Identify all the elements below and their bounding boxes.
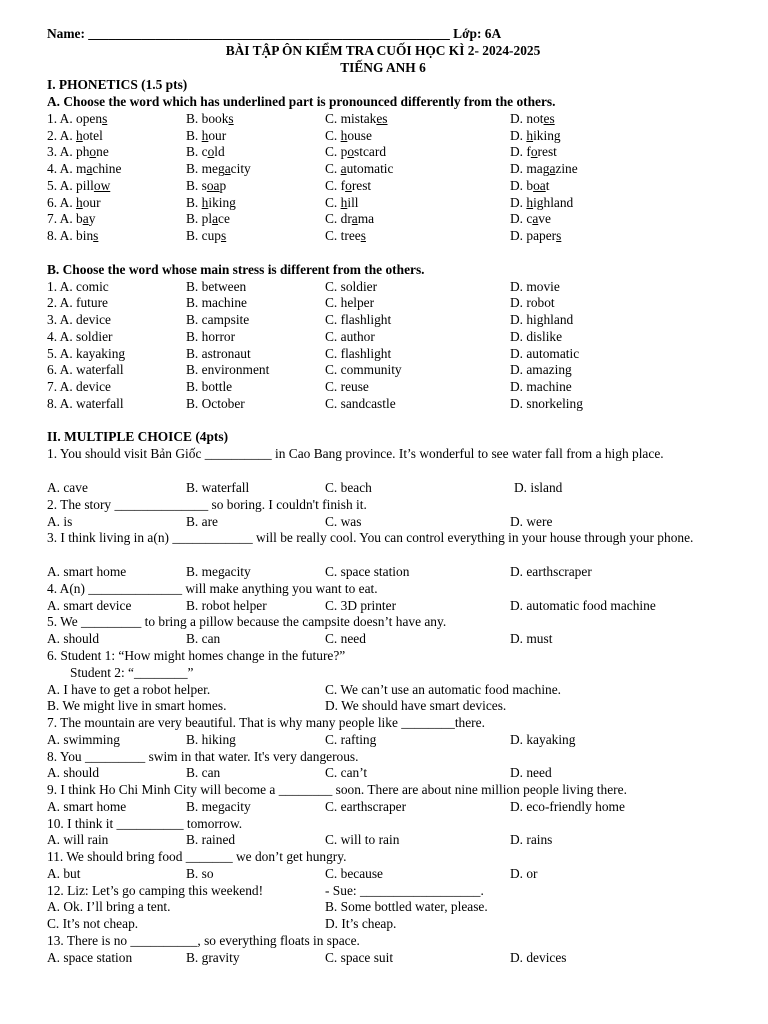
- option-text: B. October: [186, 396, 245, 411]
- part-b-option: [325, 295, 374, 312]
- part-b-option: [325, 346, 391, 363]
- option-suffix: stcard: [354, 144, 387, 159]
- underlined-sound: oa: [533, 178, 546, 193]
- part-a-option: [47, 195, 101, 212]
- option-text: D. dislike: [510, 329, 563, 344]
- option-prefix: paper: [526, 228, 557, 243]
- option-suffix: y: [88, 211, 96, 226]
- option-text: A. waterfall: [59, 362, 124, 377]
- underlined-sound: s: [228, 111, 234, 126]
- question-number: 7.: [47, 211, 60, 226]
- name-line: [47, 26, 501, 43]
- option-letter: C.: [325, 178, 341, 193]
- q1-option: B. waterfall: [186, 480, 250, 495]
- option-prefix: f: [526, 144, 531, 159]
- underlined-sound: a: [86, 161, 93, 176]
- part-b-option: [325, 279, 377, 296]
- part-b-option: [186, 312, 249, 329]
- option-letter: A.: [59, 178, 77, 193]
- underlined-sound: o: [345, 178, 352, 193]
- underlined-sound: a: [351, 211, 358, 226]
- part-b-option: [47, 396, 124, 413]
- option-text: A. comic: [59, 279, 109, 294]
- option-text: D. automatic: [510, 346, 580, 361]
- option-letter: C.: [325, 161, 341, 176]
- part-a-option: [186, 195, 236, 212]
- part-b-option: [510, 362, 572, 379]
- option-prefix: not: [526, 111, 544, 126]
- option-text: D. machine: [510, 379, 572, 394]
- class-label: Lớp: 6A: [449, 26, 502, 41]
- option-text: D. robot: [510, 295, 555, 310]
- q2-text: 2. The story ______________ so boring. I couldn't finish it.: [47, 497, 367, 512]
- part-a-option: [47, 178, 110, 195]
- option-suffix: ve: [538, 211, 551, 226]
- underlined-sound: h: [201, 128, 209, 143]
- q7-option: C. rafting: [325, 732, 377, 747]
- option-suffix: ma: [357, 211, 375, 226]
- q5-option: C. need: [325, 631, 366, 646]
- q3-text: 3. I think living in a(n) ____________ will be really cool. You can control everything in your house through your phone.: [47, 530, 694, 545]
- part-b-option: [186, 279, 246, 296]
- phonetics-part-b-heading: B. Choose the word whose main stress is different from the others.: [47, 262, 425, 277]
- option-text: A. future: [59, 295, 108, 310]
- option-letter: D.: [510, 178, 527, 193]
- q8-option: C. can’t: [325, 765, 368, 780]
- question-number: 4.: [47, 329, 60, 344]
- part-a-option: [325, 144, 386, 161]
- option-suffix: rest: [351, 178, 372, 193]
- underlined-sound: s: [220, 228, 227, 243]
- phonetics-part-a-heading: A. Choose the word which has underlined part is pronounced differently from the others.: [47, 94, 556, 109]
- option-letter: C.: [325, 195, 341, 210]
- option-suffix: utomatic: [346, 161, 394, 176]
- option-suffix: ld: [214, 144, 225, 159]
- q7-text: 7. The mountain are very beautiful. That is why many people like ________there.: [47, 715, 485, 730]
- question-number: 4.: [47, 161, 60, 176]
- part-b-option: [510, 295, 555, 312]
- part-b-option: [510, 329, 562, 346]
- part-b-option: [186, 379, 232, 396]
- q5-option: D. must: [510, 631, 553, 646]
- mc-heading: II. MULTIPLE CHOICE (4pts): [47, 429, 229, 444]
- q13-option: B. gravity: [186, 950, 240, 965]
- q8-option: B. can: [186, 765, 221, 780]
- q13-option: A. space station: [47, 950, 133, 965]
- q10-option: C. will to rain: [325, 832, 400, 847]
- q11-option: A. but: [47, 866, 81, 881]
- name-blank: ______________________________________________________: [88, 26, 450, 41]
- option-prefix: bin: [76, 228, 94, 243]
- part-b-option: [186, 295, 247, 312]
- underlined-sound: a: [549, 161, 556, 176]
- question-number: 5.: [47, 178, 60, 193]
- q13-option: D. devices: [510, 950, 567, 965]
- option-text: C. helper: [325, 295, 375, 310]
- option-suffix: ighland: [533, 195, 574, 210]
- option-suffix: our: [82, 195, 101, 210]
- option-letter: A.: [59, 128, 77, 143]
- q2-option: B. are: [186, 514, 218, 529]
- part-a-option: [47, 111, 107, 128]
- option-letter: B.: [186, 228, 202, 243]
- option-letter: C.: [325, 111, 341, 126]
- option-suffix: iking: [208, 195, 236, 210]
- option-prefix: b: [526, 178, 534, 193]
- part-a-option: [47, 228, 98, 245]
- option-suffix: city: [230, 161, 251, 176]
- part-a-option: [325, 161, 393, 178]
- option-prefix: b: [76, 211, 83, 226]
- option-suffix: ne: [96, 144, 109, 159]
- underlined-sound: o: [530, 144, 538, 159]
- q1-text: 1. You should visit Bản Giốc __________ in Cao Bang province. It’s wonderful to see water fall from a high place.: [47, 446, 664, 461]
- option-text: B. machine: [186, 295, 247, 310]
- q4-option: C. 3D printer: [325, 598, 397, 613]
- question-number: 3.: [47, 144, 60, 159]
- page-subtitle: TIẾNG ANH 6: [340, 60, 426, 75]
- part-a-option: [186, 178, 226, 195]
- underlined-sound: h: [340, 195, 348, 210]
- q2-option: D. were: [510, 514, 553, 529]
- option-letter: D.: [510, 195, 527, 210]
- q6-text: 6. Student 1: “How might homes change in the future?”: [47, 648, 346, 663]
- option-letter: D.: [510, 111, 527, 126]
- underlined-sound: s: [93, 228, 99, 243]
- part-b-option: [325, 396, 396, 413]
- option-prefix: meg: [201, 161, 225, 176]
- q9-option: A. smart home: [47, 799, 127, 814]
- q4-text: 4. A(n) ______________ will make anything you want to eat.: [47, 581, 378, 596]
- option-suffix: ouse: [347, 128, 372, 143]
- option-suffix: rest: [537, 144, 557, 159]
- part-b-option: [47, 295, 108, 312]
- part-b-option: [325, 379, 369, 396]
- part-a-option: [325, 195, 359, 212]
- q8-text: 8. You _________ swim in that water. It's very dangerous.: [47, 749, 359, 764]
- underlined-sound: oa: [206, 178, 220, 193]
- q3-option: C. space station: [325, 564, 410, 579]
- option-text: B. environment: [186, 362, 270, 377]
- q13-option: C. space suit: [325, 950, 394, 965]
- q1-option: C. beach: [325, 480, 372, 495]
- underlined-sound: h: [526, 128, 534, 143]
- question-number: 1.: [47, 279, 60, 294]
- q9-option: B. megacity: [186, 799, 251, 814]
- part-a-option: [510, 195, 573, 212]
- option-text: C. sandcastle: [325, 396, 396, 411]
- underlined-sound: s: [360, 228, 366, 243]
- option-text: C. flashlight: [325, 312, 392, 327]
- option-prefix: p: [340, 144, 348, 159]
- q6-text-2: Student 2: “________”: [70, 665, 194, 680]
- underlined-sound: es: [376, 111, 388, 126]
- option-prefix: m: [76, 161, 87, 176]
- part-a-option: [47, 161, 121, 178]
- q3-option: D. earthscraper: [510, 564, 592, 579]
- part-b-option: [510, 396, 583, 413]
- part-a-option: [47, 211, 95, 228]
- option-text: C. flashlight: [325, 346, 392, 361]
- part-b-option: [186, 329, 235, 346]
- part-b-option: [186, 362, 269, 379]
- question-number: 5.: [47, 346, 60, 361]
- option-letter: A.: [59, 228, 77, 243]
- option-letter: D.: [510, 128, 527, 143]
- option-letter: C.: [325, 228, 341, 243]
- part-a-option: [186, 161, 251, 178]
- option-letter: D.: [510, 144, 527, 159]
- part-b-option: [325, 312, 391, 329]
- option-prefix: c: [526, 211, 533, 226]
- question-number: 2.: [47, 295, 60, 310]
- part-b-option: [325, 362, 402, 379]
- option-text: A. waterfall: [59, 396, 124, 411]
- option-prefix: mistak: [340, 111, 377, 126]
- underlined-sound: a: [532, 211, 539, 226]
- q11-option: C. because: [325, 866, 384, 881]
- option-prefix: ph: [76, 144, 90, 159]
- option-text: A. soldier: [59, 329, 113, 344]
- q10-option: B. rained: [186, 832, 236, 847]
- q4-option: B. robot helper: [186, 598, 267, 613]
- part-a-option: [325, 111, 388, 128]
- question-number: 6.: [47, 195, 60, 210]
- part-b-option: [510, 279, 560, 296]
- part-a-option: [510, 211, 551, 228]
- q5-option: B. can: [186, 631, 221, 646]
- part-b-option: [510, 312, 573, 329]
- option-letter: C.: [325, 128, 341, 143]
- option-letter: B.: [186, 211, 202, 226]
- phonetics-heading: I. PHONETICS (1.5 pts): [47, 77, 188, 92]
- q9-option: D. eco-friendly home: [510, 799, 625, 814]
- question-number: 8.: [47, 228, 60, 243]
- part-a-option: [186, 111, 234, 128]
- question-number: 8.: [47, 396, 60, 411]
- option-text: B. astronaut: [186, 346, 251, 361]
- part-b-option: [47, 279, 109, 296]
- option-suffix: p: [219, 178, 227, 193]
- option-letter: D.: [510, 228, 527, 243]
- q6-option: A. I have to get a robot helper.: [47, 682, 211, 697]
- q3-option: A. smart home: [47, 564, 127, 579]
- q9-text: 9. I think Ho Chi Minh City will become a ________ soon. There are about nine million people living there.: [47, 782, 627, 797]
- question-number: 6.: [47, 362, 60, 377]
- q6-option: D. We should have smart devices.: [325, 698, 507, 713]
- option-text: D. highland: [510, 312, 574, 327]
- underlined-sound: s: [102, 111, 108, 126]
- option-prefix: c: [201, 144, 208, 159]
- q2-option: C. was: [325, 514, 362, 529]
- option-prefix: f: [340, 178, 346, 193]
- q11-option: D. or: [510, 866, 538, 881]
- q11-text: 11. We should bring food _______ we don’t get hungry.: [47, 849, 347, 864]
- q1-option: D. island: [514, 480, 563, 495]
- underlined-sound: h: [76, 195, 83, 210]
- q7-option: B. hiking: [186, 732, 236, 747]
- option-prefix: dr: [340, 211, 352, 226]
- underlined-sound: o: [347, 144, 355, 159]
- part-b-option: [47, 329, 112, 346]
- option-text: A. device: [59, 312, 111, 327]
- page-title: BÀI TẬP ÔN KIỂM TRA CUỐI HỌC KÌ 2- 2024-2025: [225, 43, 541, 58]
- option-suffix: chine: [92, 161, 122, 176]
- underlined-sound: o: [89, 144, 97, 159]
- option-text: A. kayaking: [59, 346, 126, 361]
- q3-option: B. megacity: [186, 564, 251, 579]
- option-letter: A.: [59, 111, 77, 126]
- q1-option: A. cave: [47, 480, 88, 495]
- option-text: D. snorkeling: [510, 396, 583, 411]
- underlined-sound: a: [82, 211, 89, 226]
- underlined-sound: h: [76, 128, 83, 143]
- option-prefix: s: [201, 178, 207, 193]
- underlined-sound: s: [556, 228, 562, 243]
- option-text: A. device: [59, 379, 111, 394]
- option-suffix: otel: [82, 128, 103, 143]
- part-a-option: [325, 178, 371, 195]
- option-suffix: iking: [533, 128, 561, 143]
- option-suffix: ce: [218, 211, 230, 226]
- part-a-option: [510, 128, 561, 145]
- option-suffix: our: [208, 128, 227, 143]
- option-text: C. author: [325, 329, 375, 344]
- underlined-sound: es: [543, 111, 555, 126]
- part-b-option: [325, 329, 375, 346]
- option-letter: B.: [186, 111, 202, 126]
- option-prefix: open: [76, 111, 103, 126]
- option-prefix: mag: [526, 161, 550, 176]
- q7-option: D. kayaking: [510, 732, 576, 747]
- option-letter: A.: [59, 211, 77, 226]
- underlined-sound: a: [224, 161, 231, 176]
- q4-option: A. smart device: [47, 598, 132, 613]
- q10-option: A. will rain: [47, 832, 109, 847]
- part-a-option: [510, 228, 561, 245]
- q8-option: D. need: [510, 765, 552, 780]
- option-text: D. movie: [510, 279, 560, 294]
- q12-option: C. It’s not cheap.: [47, 916, 139, 931]
- option-text: B. bottle: [186, 379, 233, 394]
- option-prefix: pill: [76, 178, 94, 193]
- option-letter: D.: [510, 161, 527, 176]
- option-letter: C.: [325, 144, 341, 159]
- underlined-sound: a: [212, 211, 219, 226]
- option-letter: B.: [186, 144, 202, 159]
- underlined-sound: o: [207, 144, 215, 159]
- part-a-option: [186, 211, 230, 228]
- q10-text: 10. I think it __________ tomorrow.: [47, 816, 243, 831]
- option-prefix: tree: [340, 228, 361, 243]
- q11-option: B. so: [186, 866, 214, 881]
- option-suffix: zine: [555, 161, 578, 176]
- q12-liz: 12. Liz: Let’s go camping this weekend!: [47, 883, 264, 898]
- option-letter: A.: [59, 195, 77, 210]
- option-letter: B.: [186, 178, 202, 193]
- option-letter: A.: [59, 161, 77, 176]
- part-b-option: [47, 379, 111, 396]
- part-a-option: [47, 144, 109, 161]
- option-letter: A.: [59, 144, 77, 159]
- q5-text: 5. We _________ to bring a pillow because the campsite doesn’t have any.: [47, 614, 447, 629]
- underlined-sound: h: [340, 128, 348, 143]
- option-prefix: cup: [201, 228, 221, 243]
- part-a-option: [186, 144, 225, 161]
- part-a-option: [325, 228, 366, 245]
- part-a-option: [186, 128, 226, 145]
- q2-option: A. is: [47, 514, 73, 529]
- q12-sue: - Sue: __________________.: [325, 883, 484, 898]
- q12-option: A. Ok. I’ll bring a tent.: [47, 899, 171, 914]
- name-label: Name:: [47, 26, 89, 41]
- part-a-option: [47, 128, 103, 145]
- question-number: 7.: [47, 379, 60, 394]
- q10-option: D. rains: [510, 832, 553, 847]
- part-a-option: [325, 128, 372, 145]
- part-b-option: [47, 362, 124, 379]
- part-a-option: [510, 144, 557, 161]
- option-text: C. soldier: [325, 279, 378, 294]
- option-text: B. campsite: [186, 312, 250, 327]
- q6-option: B. We might live in smart homes.: [47, 698, 227, 713]
- underlined-sound: h: [201, 195, 209, 210]
- q4-option: D. automatic food machine: [510, 598, 656, 613]
- option-text: B. between: [186, 279, 247, 294]
- part-a-option: [510, 161, 578, 178]
- option-prefix: pl: [201, 211, 213, 226]
- option-suffix: ill: [347, 195, 359, 210]
- option-text: C. reuse: [325, 379, 369, 394]
- q12-option: B. Some bottled water, please.: [325, 899, 488, 914]
- option-letter: B.: [186, 195, 202, 210]
- underlined-sound: ow: [93, 178, 111, 193]
- part-b-option: [186, 396, 245, 413]
- q9-option: C. earthscraper: [325, 799, 407, 814]
- q8-option: A. should: [47, 765, 100, 780]
- option-letter: B.: [186, 128, 202, 143]
- part-b-option: [47, 346, 125, 363]
- q13-text: 13. There is no __________, so everything floats in space.: [47, 933, 360, 948]
- q12-option: D. It’s cheap.: [325, 916, 397, 931]
- part-a-option: [510, 178, 549, 195]
- q5-option: A. should: [47, 631, 100, 646]
- option-letter: D.: [510, 211, 527, 226]
- option-text: C. community: [325, 362, 402, 377]
- q7-option: A. swimming: [47, 732, 120, 747]
- option-text: B. horror: [186, 329, 236, 344]
- part-a-option: [510, 111, 555, 128]
- part-b-option: [47, 312, 111, 329]
- question-number: 2.: [47, 128, 60, 143]
- part-b-option: [510, 379, 572, 396]
- option-text: D. amazing: [510, 362, 572, 377]
- option-letter: B.: [186, 161, 202, 176]
- part-a-option: [325, 211, 374, 228]
- underlined-sound: h: [526, 195, 534, 210]
- underlined-sound: a: [340, 161, 347, 176]
- option-prefix: book: [201, 111, 229, 126]
- option-suffix: t: [545, 178, 550, 193]
- q6-option: C. We can’t use an automatic food machine.: [325, 682, 562, 697]
- question-number: 3.: [47, 312, 60, 327]
- part-b-option: [510, 346, 579, 363]
- part-b-option: [186, 346, 251, 363]
- option-letter: C.: [325, 211, 341, 226]
- part-a-option: [186, 228, 226, 245]
- question-number: 1.: [47, 111, 60, 126]
